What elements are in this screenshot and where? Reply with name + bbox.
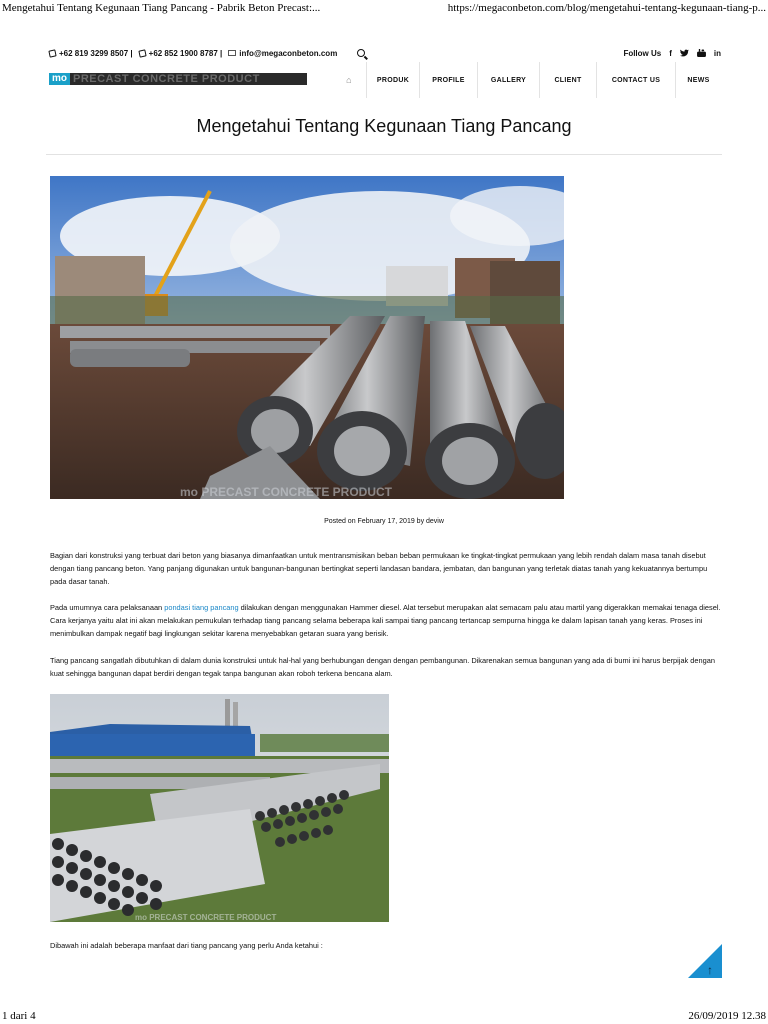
scroll-to-top-button[interactable] (688, 944, 722, 978)
print-page-title: Mengetahui Tentang Kegunaan Tiang Pancang - Pabrik Beton Precast:... (2, 2, 321, 14)
phone-icon (138, 49, 146, 57)
follow-us-label: Follow Us (623, 48, 662, 58)
photo-watermark: mo PRECAST CONCRETE PRODUCT (135, 913, 277, 922)
facebook-icon[interactable]: f (669, 48, 672, 58)
article-paragraph-3: Tiang pancang sangatlah dibutuhkan di dalam dunia konstruksi untuk hal-hal yang berhubungan dengan dengan pembangunan. Dikarenakan semua bangunan yang ada di bumi ini harus berpijak dengan kuat sehingga bangunan dapat berdiri dengan tegak tanpa bangunan akan roboh terkena bencana alam. (50, 656, 715, 678)
main-header (49, 62, 721, 98)
article-photo-piles-site (50, 176, 564, 499)
paragraph-2-text-before: Pada umumnya cara pelaksanaan (50, 603, 165, 612)
nav-item-contact-us[interactable]: CONTACT US (596, 62, 675, 98)
contact-bar (49, 46, 721, 60)
logo-text: PRECAST CONCRETE PRODUCT (73, 73, 260, 85)
article-title: Mengetahui Tentang Kegunaan Tiang Pancang (196, 116, 572, 136)
main-nav (332, 62, 721, 98)
article-paragraph-2 (50, 601, 722, 640)
nav-item-news[interactable]: NEWS (675, 62, 721, 98)
nav-item-gallery[interactable]: GALLERY (477, 62, 539, 98)
site-logo[interactable] (49, 73, 307, 85)
nav-item-profile[interactable]: PROFILE (419, 62, 477, 98)
arrow-up-icon: ↑ (707, 963, 713, 977)
phone-icon (48, 49, 56, 57)
paragraph-2-text-after: dilakukan dengan menggunakan Hammer diesel. Alat tersebut merupakan alat semacam palu atau martil yang digerakkan memakai tenaga diesel. Cara kerjanya yaitu alat ini akan melakukan pemukulan terhadap tiang pancang selama beberapa kali sampai tiang pancang tertancap sempurna hingga ke dalam lapisan tanah yang keras. Proses ini menimbulkan dampak negatif bagi lingkungan sekitar karena menyebabkan getaran suara yang berisik. (50, 603, 721, 638)
linkedin-icon[interactable]: in (713, 48, 721, 58)
logo-mark: mo (49, 73, 70, 85)
article-photo-pile-stockyard (50, 694, 389, 922)
photo-watermark: mo PRECAST CONCRETE PRODUCT (180, 485, 393, 499)
title-divider (46, 154, 722, 155)
article-paragraph-4: Dibawah ini adalah beberapa manfaat dari tiang pancang yang perlu Anda ketahui : (50, 941, 323, 950)
phone-number-2[interactable]: +62 852 1900 8787 | (148, 48, 223, 58)
phone-number-1[interactable]: +62 819 3299 8507 | (59, 48, 133, 58)
print-page-count: 1 dari 4 (2, 1010, 36, 1022)
youtube-icon[interactable] (697, 49, 706, 57)
nav-item-produk[interactable]: PRODUK (366, 62, 419, 98)
post-meta: Posted on February 17, 2019 by deviw (324, 518, 444, 525)
contact-info (49, 49, 337, 58)
email-link[interactable]: info@megaconbeton.com (239, 48, 338, 58)
print-datetime: 26/09/2019 12.38 (688, 1010, 766, 1022)
home-icon[interactable]: ⌂ (346, 75, 352, 85)
twitter-icon[interactable] (680, 49, 689, 57)
social-follow (623, 49, 721, 58)
search-icon[interactable] (357, 49, 365, 57)
article-paragraph-1: Bagian dari konstruksi yang terbuat dari beton yang biasanya dimanfaatkan untuk mentransmisikan beban beban permukaan ke tingkat-tingkat permukaan yang lebih rendah dalam masa tanah disebut dengan tiang pancang beton. Yang panjang digunakan untuk bangunan-bangunan bertingkat seperti landasan bandara, jembatan, dan bangunan yang terletak diatas tanah yang kekuatannya bertumpu pada dasar tanah. (50, 551, 708, 586)
mail-icon (228, 50, 236, 56)
print-url: https://megaconbeton.com/blog/mengetahui-tentang-kegunaan-tiang-p... (447, 2, 766, 14)
nav-item-client[interactable]: CLIENT (539, 62, 596, 98)
pondasi-tiang-pancang-link[interactable]: pondasi tiang pancang (164, 603, 239, 612)
